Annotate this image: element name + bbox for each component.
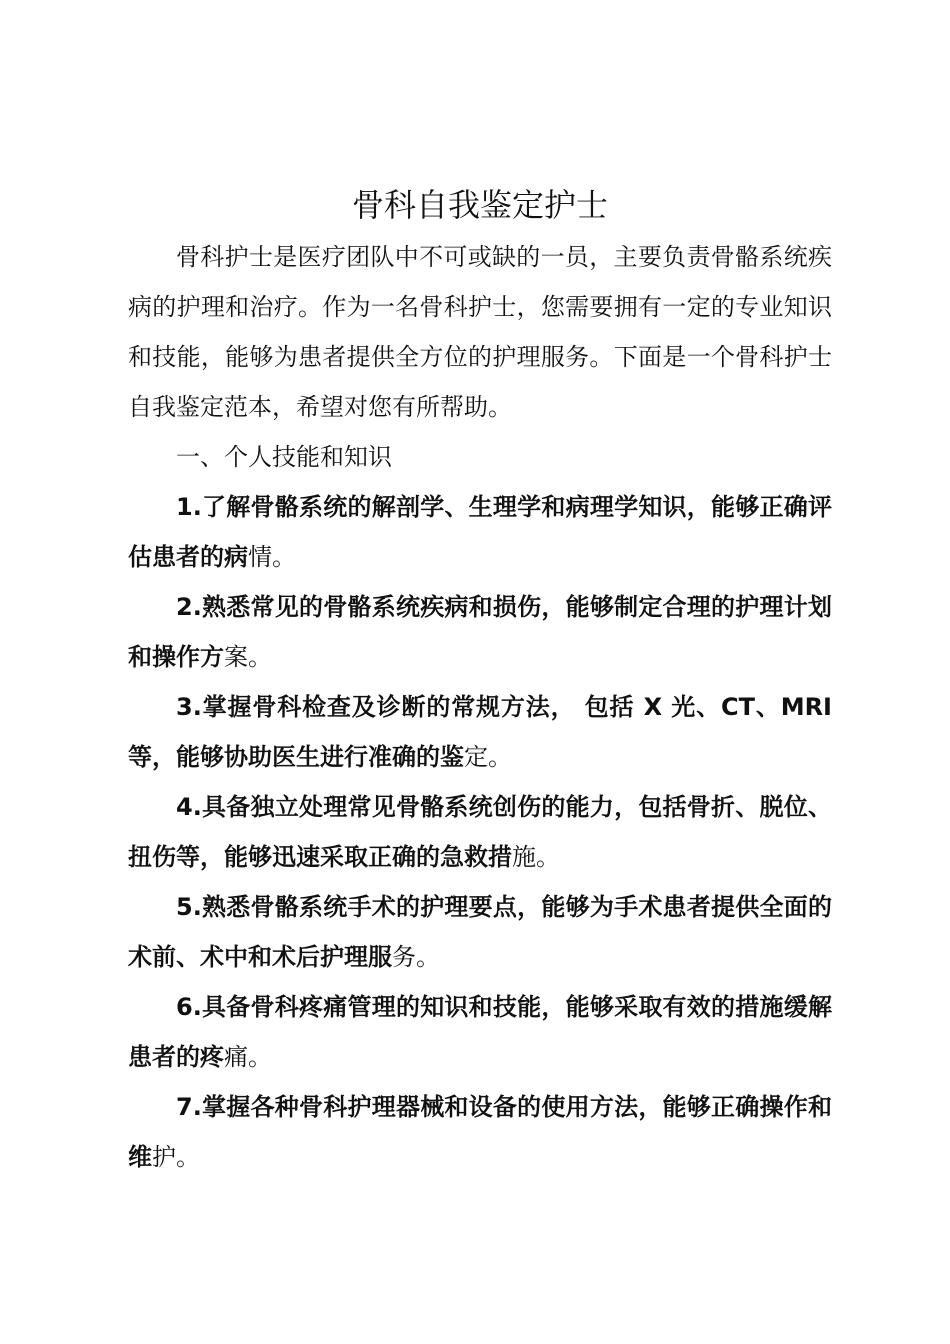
list-item [128, 982, 832, 1082]
item-tail: 务。 [392, 943, 440, 971]
item-text: 2.熟悉常见的骨骼系统疾病和损伤，能够制定合理的护理计划和操作方 [128, 593, 832, 671]
intro-paragraph: 骨科护士是医疗团队中不可或缺的一员，主要负责骨骼系统疾病的护理和治疗。作为一名骨科护士，您需要拥有一定的专业知识和技能，能够为患者提供全方位的护理服务。下面是一个骨科护士自我鉴定范本，希望对您有所帮助。 [128, 243, 832, 421]
item-tail: 情。 [248, 543, 296, 571]
list-item [128, 482, 832, 582]
item-text: 4.具备独立处理常见骨骼系统创伤的能力，包括骨折、脱位、扭伤等，能够迅速采取正确的急救措 [128, 793, 832, 871]
list-item [128, 582, 832, 682]
item-tail: 案。 [224, 643, 272, 671]
item-tail: 痛。 [224, 1043, 272, 1071]
list-item [128, 782, 832, 882]
item-text: 6.具备骨科疼痛管理的知识和技能，能够采取有效的措施缓解患者的疼 [128, 993, 832, 1071]
item-tail: 护。 [152, 1143, 200, 1171]
item-tail: 定。 [464, 743, 512, 771]
section-heading: 一、个人技能和知识 [176, 443, 392, 471]
item-text: 3.掌握骨科检查及诊断的常规方法， 包括 X 光、CT、MRI 等，能够协助医生进行准确的鉴 [128, 693, 832, 771]
document-title: 骨科自我鉴定护士 [351, 186, 608, 224]
item-tail: 施。 [512, 843, 560, 871]
list-item [128, 882, 832, 982]
list-item [128, 1082, 832, 1182]
item-text: 7.掌握各种骨科护理器械和设备的使用方法，能够正确操作和维 [128, 1093, 832, 1171]
item-text: 5.熟悉骨骼系统手术的护理要点，能够为手术患者提供全面的术前、术中和术后护理服 [128, 893, 832, 971]
item-text: 1.了解骨骼系统的解剖学、生理学和病理学知识，能够正确评估患者的病 [128, 493, 832, 571]
list-item [128, 682, 832, 782]
document-page [128, 178, 832, 1182]
